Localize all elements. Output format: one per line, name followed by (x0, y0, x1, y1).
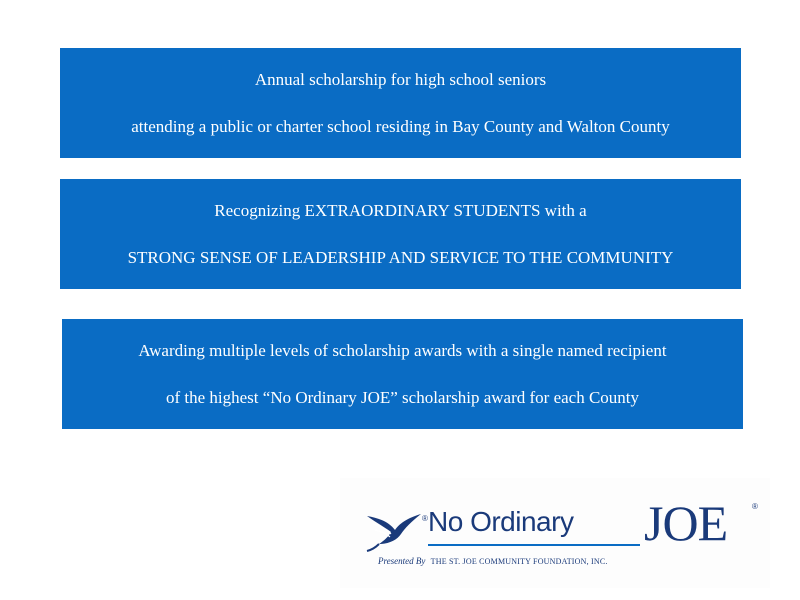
info-panel-awards (62, 319, 743, 429)
presented-by-text: Presented By (378, 556, 426, 566)
bird-icon (365, 508, 423, 552)
logo-divider (428, 544, 640, 546)
no-ordinary-joe-logo (340, 478, 770, 588)
panel-text-line: Annual scholarship for high school seniors (254, 70, 547, 89)
logo-tagline (378, 556, 608, 566)
logo-wordmark: No Ordinary (428, 506, 574, 537)
info-panel-recognition (60, 179, 741, 289)
panel-text-line: Awarding multiple levels of scholarship awards with a single named recipient (138, 341, 667, 360)
panel-text-line: of the highest “No Ordinary JOE” scholarship award for each County (165, 388, 640, 407)
logo-emphasis: JOE (644, 495, 728, 551)
panel-text-line: Recognizing EXTRAORDINARY STUDENTS with a (214, 201, 587, 220)
registered-mark: ® (752, 502, 758, 511)
foundation-name: THE ST. JOE COMMUNITY FOUNDATION, INC. (430, 557, 608, 566)
info-panel-eligibility (60, 48, 741, 158)
panel-text-line: attending a public or charter school residing in Bay County and Walton County (131, 117, 670, 136)
panel-text-line: STRONG SENSE OF LEADERSHIP AND SERVICE TO THE COMMUNITY (127, 248, 674, 267)
registered-mark: ® (422, 514, 428, 523)
